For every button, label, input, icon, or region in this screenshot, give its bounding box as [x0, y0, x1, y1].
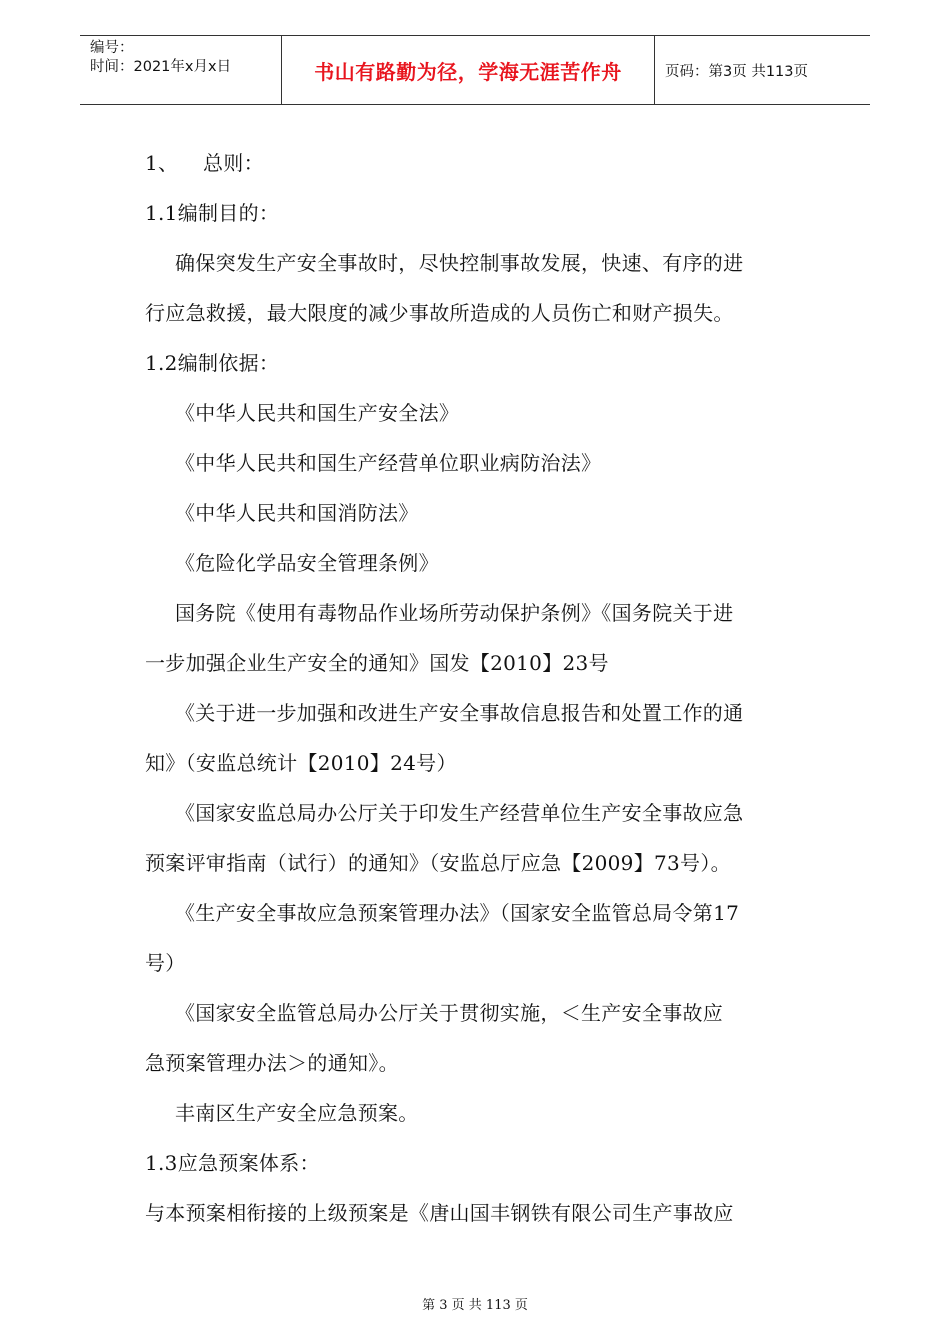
- time-label: 时间：2021年x月x日: [90, 59, 232, 75]
- reference-item: 《危险化学品安全管理条例》: [175, 551, 439, 575]
- header-motto: 书山有路勤为径，学海无涯苦作舟: [282, 36, 655, 104]
- reference-item: 《生产安全事故应急预案管理办法》（国家安全监管总局令第17: [175, 901, 740, 925]
- section-heading-1: [145, 138, 810, 188]
- reference-item-continued: 急预案管理办法＞的通知》。: [145, 1051, 399, 1075]
- reference-item-continued: 知》（安监总统计【2010】24号）: [145, 751, 457, 775]
- paragraph-line: 行应急救援，最大限度的减少事故所造成的人员伤亡和财产损失。: [145, 301, 734, 325]
- reference-item-continued: 号）: [145, 951, 186, 975]
- reference-item: 《国家安全监管总局办公厅关于贯彻实施，＜生产安全事故应: [175, 1001, 724, 1025]
- section-title: 总则：: [203, 151, 264, 175]
- paragraph-line: 与本预案相衔接的上级预案是《唐山国丰钢铁有限公司生产事故应: [145, 1201, 734, 1225]
- document-body: [145, 138, 810, 1238]
- serial-label: 编号：: [90, 40, 134, 56]
- reference-item: 国务院《使用有毒物品作业场所劳动保护条例》《国务院关于进: [175, 601, 734, 625]
- section-number: 1、: [145, 151, 179, 175]
- reference-item: 《中华人民共和国生产安全法》: [175, 401, 460, 425]
- page-footer: 第 3 页 共 113 页: [422, 1298, 528, 1313]
- subsection-heading-1-1: 1.1编制目的：: [145, 201, 280, 225]
- header-meta-cell: [80, 36, 282, 104]
- reference-item: 《关于进一步加强和改进生产安全事故信息报告和处置工作的通: [175, 701, 744, 725]
- reference-item: 丰南区生产安全应急预案。: [175, 1101, 419, 1125]
- paragraph-line: 确保突发生产安全事故时，尽快控制事故发展，快速、有序的进: [175, 251, 744, 275]
- reference-item-continued: 一步加强企业生产安全的通知》国发【2010】23号: [145, 651, 609, 675]
- subsection-heading-1-2: 1.2编制依据：: [145, 351, 280, 375]
- header-page-info: 页码：第3页 共113页: [665, 63, 809, 80]
- reference-item: 《中华人民共和国消防法》: [175, 501, 419, 525]
- subsection-heading-1-3: 1.3应急预案体系：: [145, 1151, 320, 1175]
- reference-item: 《国家安监总局办公厅关于印发生产经营单位生产安全事故应急: [175, 801, 744, 825]
- page-header: [80, 35, 870, 105]
- reference-item: 《中华人民共和国生产经营单位职业病防治法》: [175, 451, 602, 475]
- reference-item-continued: 预案评审指南（试行）的通知》（安监总厅应急【2009】73号）。: [145, 851, 731, 875]
